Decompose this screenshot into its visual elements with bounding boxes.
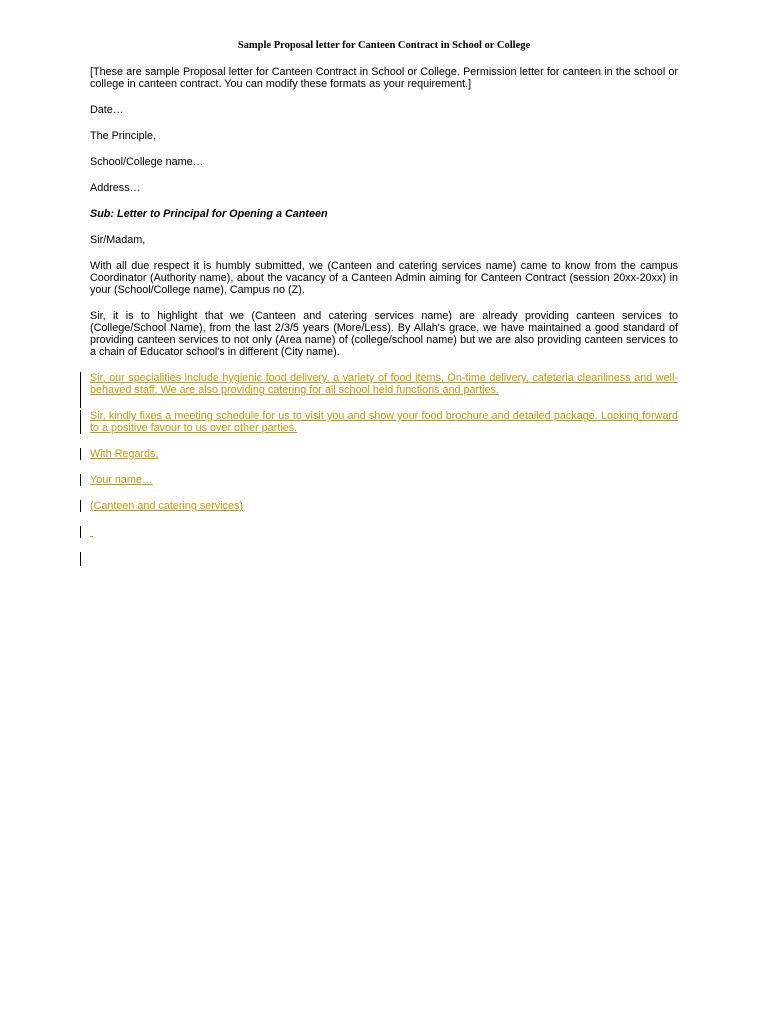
change-bar	[80, 372, 81, 408]
address-line: Address…	[90, 182, 141, 194]
closing-line: With Regards,	[90, 448, 159, 460]
subject-line: Sub: Letter to Principal for Opening a Canteen	[90, 208, 328, 220]
change-bar	[80, 526, 81, 538]
paragraph-specialities: Sir, our specialities include hygienic food delivery, a variety of food items, On-time delivery, cafeteria cleanliness and well-behaved staff. We are also providing catering for all school held functions and parties.	[90, 372, 678, 396]
intro-paragraph: [These are sample Proposal letter for Canteen Contract in School or College. Permission letter for canteen in the school or college in canteen contract. You can modify these formats as your requirement.]	[90, 66, 678, 90]
tracked-block-meeting	[90, 410, 678, 434]
change-bar	[80, 448, 81, 460]
tracked-block-empty	[90, 526, 678, 538]
change-bar	[80, 410, 81, 434]
paragraph-vacancy: With all due respect it is humbly submitted, we (Canteen and catering services name) came to know from the campus Coordinator (Authority name), about the vacancy of a Canteen Admin aiming for Canteen Contract (session 20xx-20xx) in your (School/College name), Campus no (Z).	[90, 260, 678, 296]
school-line: School/College name…	[90, 156, 204, 168]
company-line: (Canteen and catering services)	[90, 500, 244, 512]
your-name-line: Your name…	[90, 474, 153, 486]
empty-line	[90, 552, 678, 564]
recipient-line: The Principle,	[90, 130, 157, 142]
document-body	[90, 66, 678, 564]
paragraph-meeting: Sir, kindly fixes a meeting schedule for us to visit you and show your food brochure and detailed package. Looking forward to a positive favour to us over other parties.	[90, 410, 678, 434]
empty-tracked-line	[90, 526, 678, 538]
date-line: Date…	[90, 104, 124, 116]
document-title: Sample Proposal letter for Canteen Contract in School or College	[237, 40, 531, 51]
paragraph-experience: Sir, it is to highlight that we (Canteen and catering services name) are already providing canteen services to (College/School Name), from the last 2/3/5 years (More/Less). By Allah's grace, we have maintained a good standard of providing canteen services to not only (Area name) of (college/school name) but we are also providing canteen services to a chain of Educator school's in different (City name).	[90, 310, 678, 358]
change-bar	[80, 500, 81, 512]
tracked-block-company	[90, 500, 678, 512]
salutation: Sir/Madam,	[90, 234, 146, 246]
tracked-block-cursor	[90, 552, 678, 564]
change-bar	[80, 474, 81, 486]
tracked-block-specialities	[90, 372, 678, 396]
tracked-block-closing	[90, 448, 678, 460]
change-bar	[80, 552, 81, 566]
tracked-block-name	[90, 474, 678, 486]
